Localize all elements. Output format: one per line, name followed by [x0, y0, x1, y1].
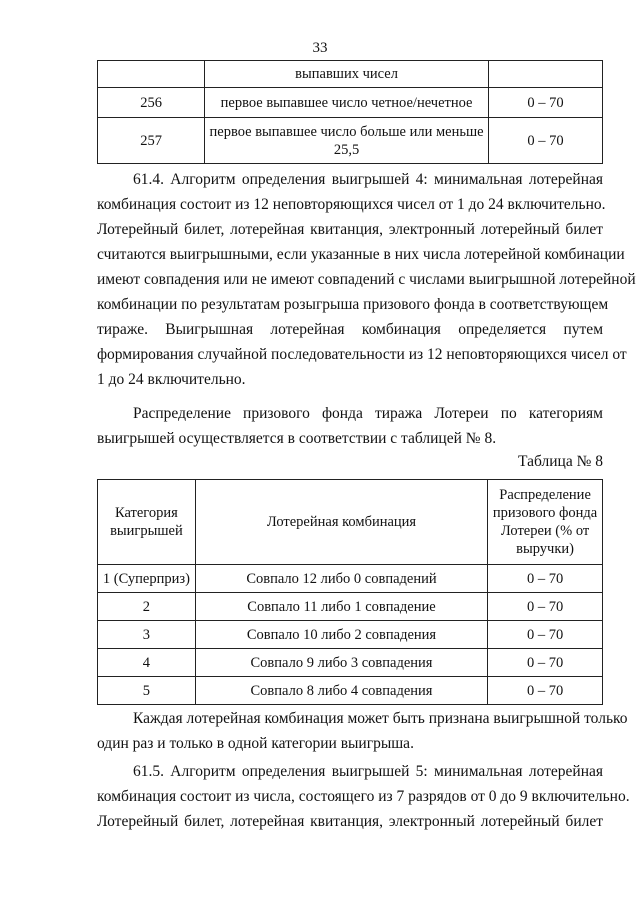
table-row: [98, 649, 603, 677]
category-cell: 5: [98, 677, 196, 705]
paragraph-61-5: [97, 759, 630, 834]
distribution-cell: 0 – 70: [488, 677, 603, 705]
table-cell: 256: [98, 88, 205, 118]
table-cell: 0 – 70: [488, 88, 602, 118]
text-line: один раз и только в одной категории выигрыша.: [97, 735, 414, 752]
text-line: Каждая лотерейная комбинация может быть признана выигрышной только: [133, 710, 628, 727]
combination-cell: Совпало 8 либо 4 совпадения: [195, 677, 487, 705]
distribution-cell: 0 – 70: [488, 565, 603, 593]
distribution-cell: 0 – 70: [488, 621, 603, 649]
text-line: выигрышей осуществляется в соответствии с таблицей № 8.: [97, 430, 497, 447]
table-cell: первое выпавшее число четное/нечетное: [205, 88, 489, 118]
text-line: комбинация состоит из 12 неповторяющихся чисел от 1 до 24 включительно.: [97, 196, 606, 213]
paragraph-distribution: [97, 401, 603, 451]
table-header-row: [98, 480, 603, 565]
table-row: [98, 593, 603, 621]
page-number: 33: [312, 40, 328, 56]
text-line: имеют совпадения или не имеют совпадений с числами выигрышной лотерейной: [97, 271, 636, 288]
header-combination: Лотерейная комбинация: [195, 480, 487, 565]
text-line: формирования случайной последовательности из 12 неповторяющихся чисел от: [97, 346, 627, 363]
category-cell: 4: [98, 649, 196, 677]
table-cell: [488, 61, 602, 88]
table-row: [98, 61, 603, 88]
header-category: Категория выигрышей: [98, 480, 196, 565]
text-line: 61.5. Алгоритм определения выигрышей 5: минимальная лотерейная: [133, 763, 603, 780]
distribution-cell: 0 – 70: [488, 649, 603, 677]
table-caption: Таблица № 8: [518, 453, 603, 470]
table-row: [98, 677, 603, 705]
top-table: [97, 60, 603, 164]
text-line: Лотерейный билет, лотерейная квитанция, электронный лотерейный билет: [97, 813, 603, 830]
table-row: [98, 88, 603, 118]
category-cell: 2: [98, 593, 196, 621]
table-cell: [98, 61, 205, 88]
header-distribution: Распределение призового фонда Лотереи (% от выручки): [488, 480, 603, 565]
text-line: считаются выигрышными, если указанные в них числа лотерейной комбинации: [97, 246, 625, 263]
table-cell: первое выпавшее число больше или меньше 25,5: [205, 118, 489, 164]
paragraph-once: [97, 706, 628, 756]
text-line: Лотерейный билет, лотерейная квитанция, электронный лотерейный билет: [97, 221, 603, 238]
category-cell: 1 (Суперприз): [98, 565, 196, 593]
table-cell: выпавших чисел: [205, 61, 489, 88]
combination-cell: Совпало 9 либо 3 совпадения: [195, 649, 487, 677]
combination-cell: Совпало 12 либо 0 совпадений: [195, 565, 487, 593]
table-cell: 0 – 70: [488, 118, 602, 164]
combination-cell: Совпало 11 либо 1 совпадение: [195, 593, 487, 621]
text-line: Распределение призового фонда тиража Лотереи по категориям: [133, 405, 603, 422]
table-cell: 257: [98, 118, 205, 164]
table-row: [98, 621, 603, 649]
distribution-cell: 0 – 70: [488, 593, 603, 621]
text-line: 61.4. Алгоритм определения выигрышей 4: минимальная лотерейная: [133, 171, 603, 188]
text-line: комбинация состоит из числа, состоящего из 7 разрядов от 0 до 9 включительно.: [97, 788, 630, 805]
text-line: комбинации по результатам розыгрыша призового фонда в соответствующем: [97, 296, 609, 313]
table-row: [98, 565, 603, 593]
text-line: тираже. Выигрышная лотерейная комбинация определяется путем: [97, 321, 603, 338]
text-line: 1 до 24 включительно.: [97, 371, 246, 388]
category-cell: 3: [98, 621, 196, 649]
combination-cell: Совпало 10 либо 2 совпадения: [195, 621, 487, 649]
table-row: [98, 118, 603, 164]
paragraph-61-4: [97, 167, 636, 392]
prize-distribution-table: [97, 479, 603, 705]
